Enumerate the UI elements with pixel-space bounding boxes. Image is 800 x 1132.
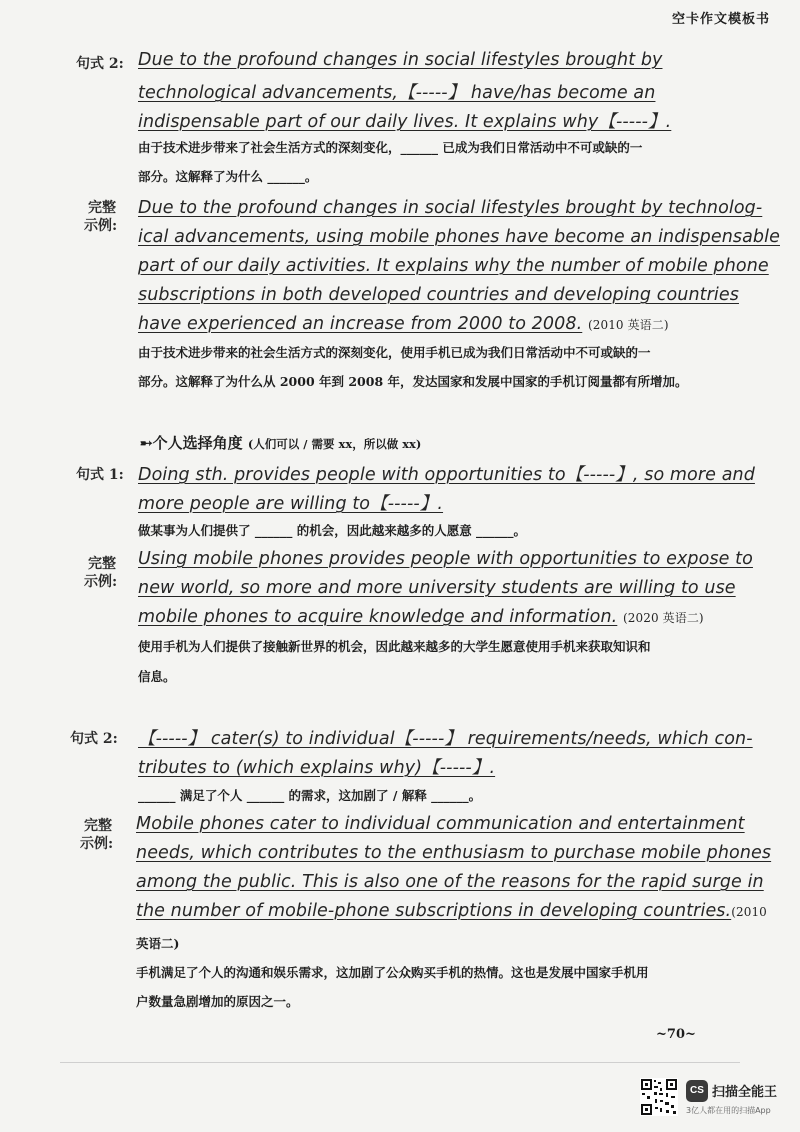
chinese-translation: 手机满足了个人的沟通和娱乐需求，这加剧了公众购买手机的热情。这也是发展中国家手机用: [136, 965, 649, 980]
pattern-line: Due to the profound changes in social lifestyles brought by: [138, 50, 663, 70]
arrow-icon: ➸: [140, 434, 153, 452]
qr-code-icon: [640, 1078, 678, 1116]
example-label-top: 完整: [88, 200, 116, 216]
example-label-top: 完整: [84, 818, 112, 834]
page-number: ~70~: [656, 1027, 696, 1042]
chinese-translation: ______ 满足了个人 ______ 的需求，这加剧了 / 解释 ______。: [138, 788, 482, 803]
chinese-translation: 做某事为人们提供了 ______ 的机会，因此越来越多的人愿意 ______。: [138, 523, 527, 538]
chinese-translation: 户数量急剧增加的原因之一。: [136, 994, 299, 1009]
example-label-top: 完整: [88, 556, 116, 572]
pattern-line: technological advancements,【-----】 have/has become an: [138, 83, 656, 103]
example-line: Using mobile phones provides people with opportunities to expose to: [138, 549, 753, 569]
example-line: Mobile phones cater to individual communication and entertainment: [136, 814, 745, 834]
citation-continued: 英语二): [136, 936, 180, 951]
running-header: 空卡作文模板书: [671, 12, 770, 27]
citation: (2020 英语二): [622, 611, 704, 625]
example-label-bottom: 示例:: [80, 836, 114, 852]
section-heading: [140, 432, 421, 453]
scanner-brand: 扫描全能王: [712, 1085, 778, 1100]
scanner-tagline: 3亿人都在用的扫描App: [686, 1106, 771, 1115]
chinese-translation: 部分。这解释了为什么 ______。: [138, 169, 318, 184]
example-line: needs, which contributes to the enthusiasm to purchase mobile phones: [136, 843, 772, 863]
example-line: new world, so more and more university students are willing to use: [138, 578, 736, 598]
example-line: Due to the profound changes in social lifestyles brought by technolog-: [138, 198, 763, 218]
example-line: have experienced an increase from 2000 to 2008. (2010 英语二): [138, 314, 669, 334]
example-line: ical advancements, using mobile phones have become an indispensable: [138, 227, 780, 247]
chinese-translation: 部分。这解释了为什么从 2000 年到 2008 年，发达国家和发展中国家的手机订阅量都有所增加。: [138, 374, 688, 389]
example-line: the number of mobile-phone subscriptions in developing countries.(2010: [136, 901, 767, 921]
chinese-translation: 由于技术进步带来的社会生活方式的深刻变化，使用手机已成为我们日常活动中不可或缺的一: [138, 345, 651, 360]
pattern-label: 句式 2:: [70, 731, 118, 747]
example-line: subscriptions in both developed countries and developing countries: [138, 285, 739, 305]
chinese-translation: 使用手机为人们提供了接触新世界的机会，因此越来越多的大学生愿意使用手机来获取知识和: [138, 639, 651, 654]
pattern-line: Doing sth. provides people with opportunities to【-----】, so more and: [138, 465, 755, 485]
scanner-logo-icon: CS: [686, 1080, 708, 1102]
pattern-line: tributes to (which explains why)【-----】.: [138, 758, 496, 778]
pattern-label: 句式 1:: [76, 467, 124, 483]
section-subtitle: (人们可以 / 需要 xx，所以做 xx): [247, 437, 422, 451]
example-label-bottom: 示例:: [84, 574, 118, 590]
example-line: among the public. This is also one of the reasons for the rapid surge in: [136, 872, 764, 892]
section-title: 个人选择角度: [152, 434, 243, 452]
pattern-line: more people are willing to【-----】.: [138, 494, 444, 514]
pattern-line: indispensable part of our daily lives. It explains why【-----】.: [138, 112, 672, 132]
footer-divider: [60, 1062, 740, 1063]
example-label-bottom: 示例:: [84, 218, 118, 234]
citation: (2010 英语二): [587, 318, 669, 332]
citation: (2010: [731, 905, 767, 919]
chinese-translation: 信息。: [138, 669, 176, 684]
pattern-line: 【-----】 cater(s) to individual【-----】 requirements/needs, which con-: [138, 729, 753, 749]
pattern-label: 句式 2:: [76, 56, 124, 72]
example-line: part of our daily activities. It explains why the number of mobile phone: [138, 256, 769, 276]
example-line: mobile phones to acquire knowledge and information. (2020 英语二): [138, 607, 704, 627]
chinese-translation: 由于技术进步带来了社会生活方式的深刻变化，______ 已成为我们日常活动中不可或缺的一: [138, 140, 643, 155]
